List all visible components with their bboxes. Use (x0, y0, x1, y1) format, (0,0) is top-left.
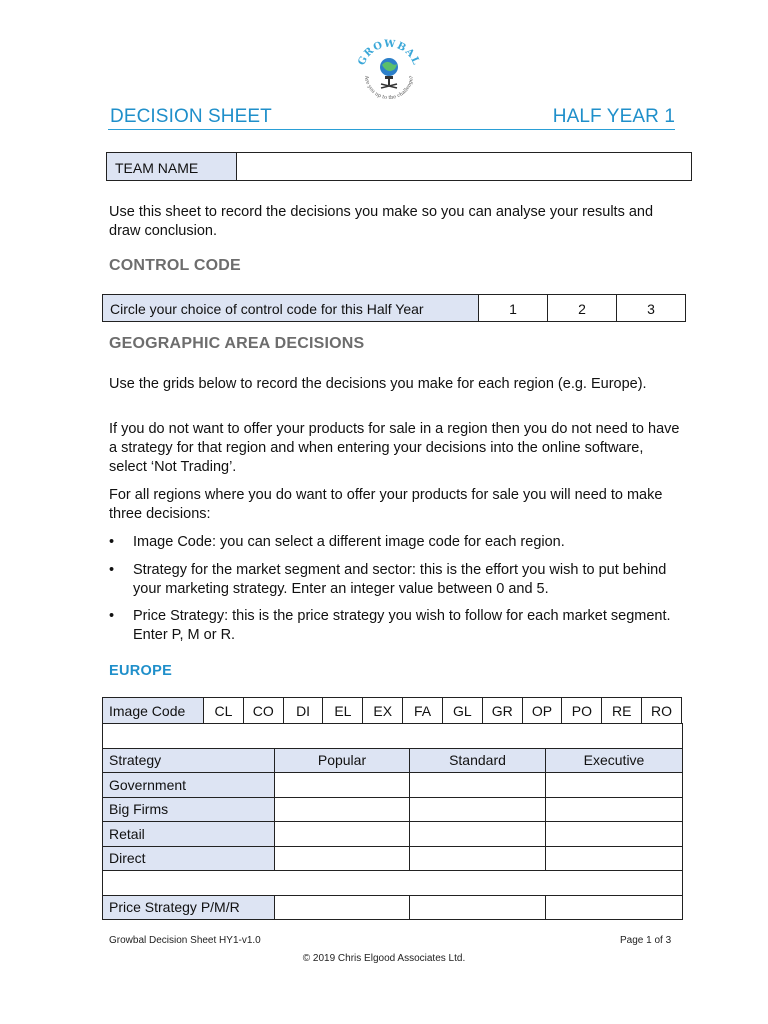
bullet-dot: • (109, 608, 115, 624)
image-code-option[interactable]: RE (602, 698, 642, 724)
image-code-option[interactable]: CO (243, 698, 283, 724)
image-code-option[interactable]: GL (442, 698, 482, 724)
bullet-text: Strategy for the market segment and sector: this is the effort you wish to put behind your marketing strategy. Enter an integer value between 0 and 5. (133, 562, 667, 597)
image-code-option[interactable]: EL (323, 698, 363, 724)
strategy-cell[interactable] (275, 797, 410, 822)
image-code-option[interactable]: RO (642, 698, 682, 724)
sector-government: Government (103, 773, 275, 798)
strategy-cell[interactable] (410, 797, 546, 822)
image-code-row (103, 698, 682, 724)
image-code-option[interactable]: DI (283, 698, 323, 724)
strategy-header-row (103, 748, 683, 773)
bullet-text: Image Code: you can select a different image code for each region. (133, 534, 565, 550)
image-code-option[interactable]: OP (522, 698, 562, 724)
strategy-cell[interactable] (410, 822, 546, 847)
spacer-row (103, 724, 683, 749)
strategy-label: Strategy (103, 748, 275, 773)
geographic-heading: GEOGRAPHIC AREA DECISIONS (109, 335, 365, 352)
sector-big-firms: Big Firms (103, 797, 275, 822)
image-code-option[interactable]: GR (482, 698, 522, 724)
strategy-cell[interactable] (410, 846, 546, 871)
image-code-option[interactable]: EX (363, 698, 403, 724)
strategy-cell[interactable] (275, 822, 410, 847)
strategy-cell[interactable] (546, 822, 683, 847)
image-code-table (102, 697, 682, 724)
control-code-heading: CONTROL CODE (109, 257, 241, 274)
control-code-option-2[interactable]: 2 (548, 295, 617, 321)
segment-standard: Standard (410, 748, 546, 773)
footer-page-number: Page 1 of 3 (620, 935, 672, 946)
price-cell[interactable] (546, 895, 683, 920)
team-name-row (106, 152, 692, 181)
geo-paragraph-2: If you do not want to offer your products for sale in a region then you do not need to have a strategy for that region and when entering your decisions into the online software, select ‘Not Trading’. (109, 421, 680, 475)
strategy-cell[interactable] (546, 773, 683, 798)
control-code-option-1[interactable]: 1 (479, 295, 548, 321)
control-code-option-3[interactable]: 3 (647, 301, 655, 317)
price-cell[interactable] (275, 895, 410, 920)
page-header (108, 104, 675, 130)
strategy-cell[interactable] (275, 773, 410, 798)
strategy-cell[interactable] (546, 846, 683, 871)
spacer-row (103, 871, 683, 896)
table-row (103, 846, 683, 871)
logo-tagline: Are you up to the challenge? (362, 75, 416, 102)
bullet-dot: • (109, 562, 115, 578)
growbal-logo (353, 35, 425, 107)
spacer-cell (103, 724, 683, 749)
page-title: DECISION SHEET (110, 106, 272, 127)
strategy-cell[interactable] (275, 846, 410, 871)
strategy-cell[interactable] (546, 797, 683, 822)
spacer-cell (103, 871, 683, 896)
sector-retail: Retail (103, 822, 275, 847)
image-code-option[interactable]: PO (562, 698, 602, 724)
footer-copyright: © 2019 Chris Elgood Associates Ltd. (302, 953, 466, 964)
table-row (103, 822, 683, 847)
price-cell[interactable] (410, 895, 546, 920)
control-code-table (102, 294, 686, 322)
strategy-table (102, 723, 683, 920)
image-code-option[interactable]: FA (403, 698, 443, 724)
price-strategy-label: Price Strategy P/M/R (103, 895, 275, 920)
bullet-dot: • (109, 534, 115, 550)
footer-doc-id: Growbal Decision Sheet HY1-v1.0 (109, 935, 261, 946)
geo-paragraph-1: Use the grids below to record the decisions you make for each region (e.g. Europe). (109, 376, 647, 392)
team-name-label: TEAM NAME (107, 153, 237, 180)
bullet-text: Price Strategy: this is the price strategy you wish to follow for each market segment. Enter P, M or R. (133, 608, 671, 643)
segment-executive: Executive (546, 748, 683, 773)
geo-paragraph-3: For all regions where you do want to offer your products for sale you will need to make three decisions: (109, 487, 663, 522)
price-strategy-row (103, 895, 683, 920)
team-name-field[interactable] (237, 153, 691, 180)
control-code-label: Circle your choice of control code for this Half Year (103, 295, 479, 321)
image-code-option[interactable]: CL (204, 698, 244, 724)
logo-text: GROWBAL (356, 38, 422, 68)
intro-text: Use this sheet to record the decisions you make so you can analyse your results and draw conclusion. (109, 204, 654, 239)
strategy-cell[interactable] (410, 773, 546, 798)
period-title: HALF YEAR 1 (552, 106, 675, 127)
table-row (103, 773, 683, 798)
europe-heading: EUROPE (109, 663, 173, 679)
image-code-label: Image Code (103, 698, 204, 724)
sector-direct: Direct (103, 846, 275, 871)
segment-popular: Popular (275, 748, 410, 773)
table-row (103, 797, 683, 822)
